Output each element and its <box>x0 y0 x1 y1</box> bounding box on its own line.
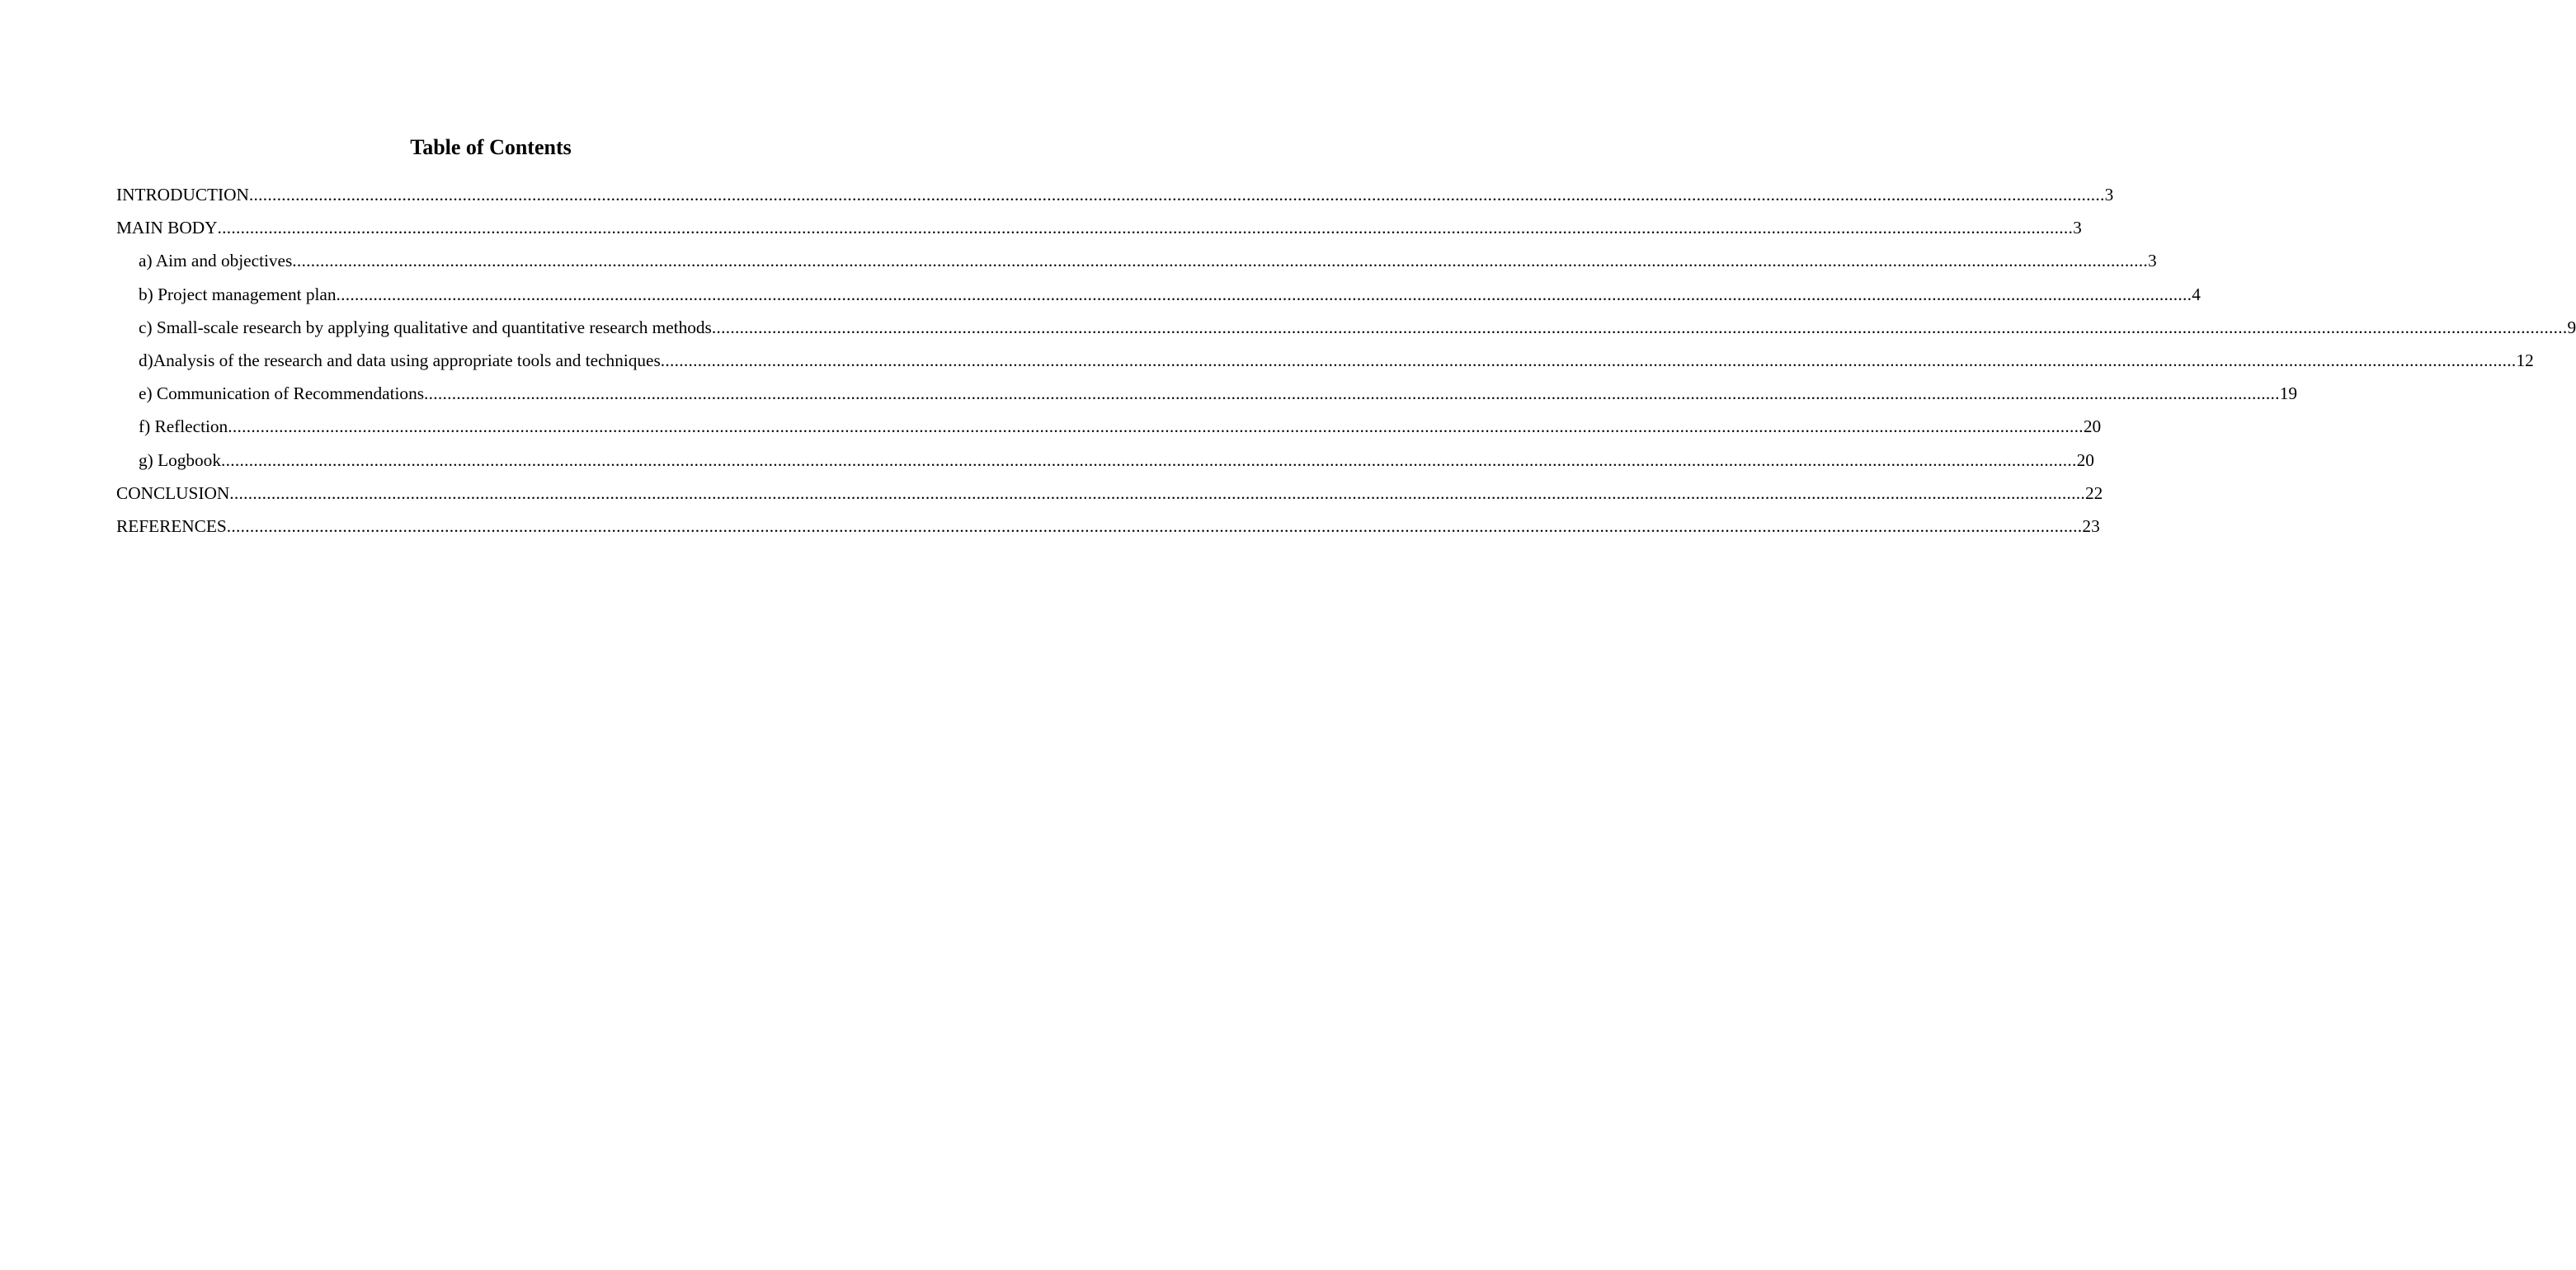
toc-entry-page: 9 <box>2567 317 2576 337</box>
toc-entry-page: 3 <box>2104 185 2114 205</box>
toc-entry-reflection[interactable] <box>116 413 2102 446</box>
toc-entry-label: REFERENCES <box>116 515 227 536</box>
toc-entry-label: e) Communication of Recommendations <box>139 383 425 404</box>
dot-leader: ................................................................................................................................................................................................................................................................................................................................................................................................................ <box>424 383 2280 404</box>
toc-entry-main-body[interactable] <box>116 214 2082 247</box>
toc-entry-page: 23 <box>2082 515 2100 536</box>
dot-leader: ................................................................................................................................................................................................................................................................................................................................................................................................................ <box>248 185 2105 205</box>
toc-entry-logbook[interactable] <box>116 447 2094 480</box>
dot-leader: ................................................................................................................................................................................................................................................................................................................................................................................................................ <box>336 284 2192 304</box>
toc-entry-label: d)Analysis of the research and data using appropriate tools and techniques <box>139 350 661 370</box>
toc-entry-label: a) Aim and objectives <box>139 251 293 271</box>
toc-entry-small-scale-research[interactable] <box>116 314 2576 347</box>
toc-entry-label: INTRODUCTION <box>116 185 249 205</box>
toc-entry-aim-objectives[interactable] <box>116 247 2157 280</box>
toc-entry-label: b) Project management plan <box>139 284 337 304</box>
toc-entry-page: 20 <box>2083 416 2102 437</box>
toc-entry-page: 22 <box>2084 482 2103 503</box>
toc-entry-page: 12 <box>2516 350 2534 370</box>
dot-leader: ................................................................................................................................................................................................................................................................................................................................................................................................................ <box>711 317 2568 337</box>
dot-leader: ................................................................................................................................................................................................................................................................................................................................................................................................................ <box>220 449 2077 470</box>
toc-entry-label: f) Reflection <box>139 416 228 437</box>
dot-leader: ................................................................................................................................................................................................................................................................................................................................................................................................................ <box>660 350 2517 370</box>
toc-entry-references[interactable] <box>116 513 2100 546</box>
toc-entry-page: 19 <box>2279 383 2297 404</box>
toc-entry-page: 3 <box>2147 251 2157 271</box>
toc-title: Table of Contents <box>410 135 572 159</box>
toc-entry-page: 20 <box>2076 449 2094 470</box>
toc-entry-label: CONCLUSION <box>116 482 230 503</box>
toc-list <box>116 181 2576 546</box>
toc-entry-project-management-plan[interactable] <box>116 281 2201 314</box>
toc-entry-label: g) Logbook <box>139 449 221 470</box>
toc-entry-communication[interactable] <box>116 380 2297 413</box>
toc-entry-label: MAIN BODY <box>116 218 218 238</box>
toc-entry-page: 3 <box>2073 218 2082 238</box>
dot-leader: ................................................................................................................................................................................................................................................................................................................................................................................................................ <box>292 251 2148 271</box>
toc-entry-page: 4 <box>2192 284 2201 304</box>
dot-leader: ................................................................................................................................................................................................................................................................................................................................................................................................................ <box>228 416 2084 437</box>
toc-entry-introduction[interactable] <box>116 181 2114 214</box>
dot-leader: ................................................................................................................................................................................................................................................................................................................................................................................................................ <box>226 515 2083 536</box>
dot-leader: ................................................................................................................................................................................................................................................................................................................................................................................................................ <box>229 482 2085 503</box>
toc-entry-analysis[interactable] <box>116 347 2534 380</box>
toc-entry-label: c) Small-scale research by applying qualitative and quantitative research methods <box>139 317 712 337</box>
dot-leader: ................................................................................................................................................................................................................................................................................................................................................................................................................ <box>217 218 2074 238</box>
toc-entry-conclusion[interactable] <box>116 480 2103 513</box>
